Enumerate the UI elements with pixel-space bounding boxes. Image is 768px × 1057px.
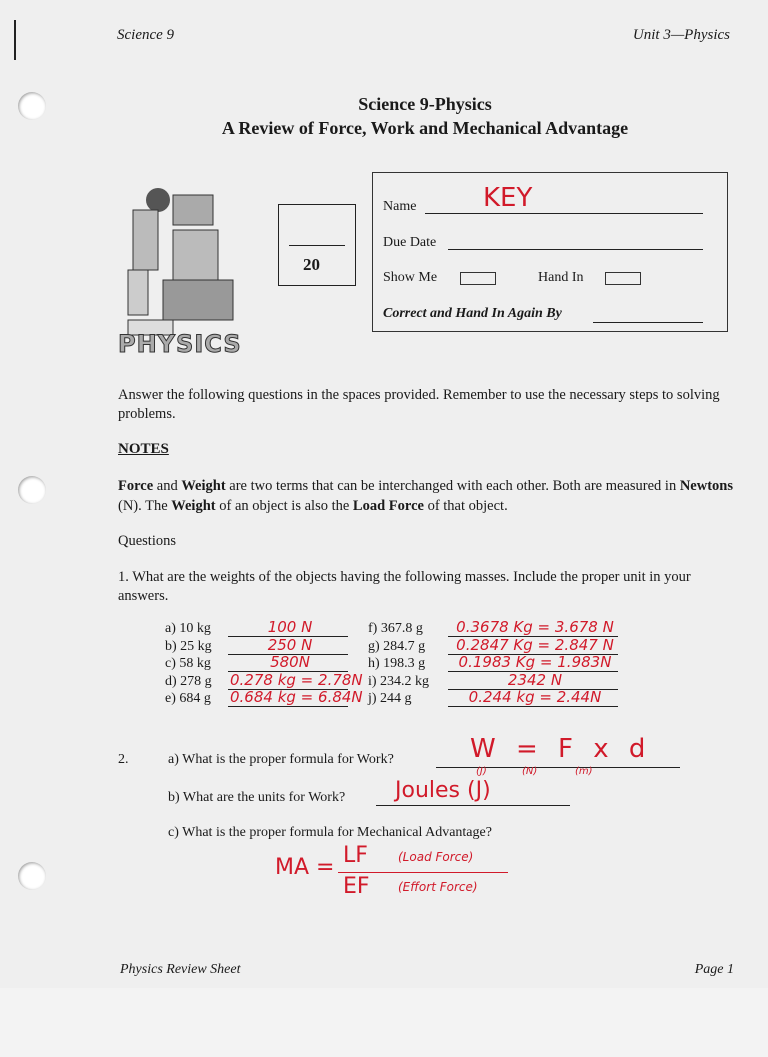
- q1-item-answer: 2342 N: [507, 670, 563, 689]
- name-value: KEY: [483, 183, 533, 213]
- q2a-unit-j: (J): [476, 766, 487, 777]
- punch-hole: [18, 476, 46, 504]
- q1-item-answer: 0.2847 Kg = 2.847 N: [456, 635, 614, 654]
- due-date-label: Due Date: [383, 235, 437, 250]
- q2a-unit-m: (m): [575, 766, 593, 777]
- scan-edge-mark: [14, 20, 16, 60]
- show-me-checkbox[interactable]: [460, 272, 496, 285]
- n8: of an object is also the: [215, 498, 353, 514]
- q2c-ma: MA =: [275, 855, 335, 880]
- q2a-answer-line[interactable]: [436, 767, 680, 768]
- q1-item-label: e) 684 g: [165, 691, 211, 706]
- score-box: [278, 204, 356, 286]
- correct-label: Correct and Hand In Again By: [383, 306, 562, 321]
- header-left: Science 9: [117, 27, 175, 43]
- notes-text: [118, 476, 736, 516]
- q1-item-answer: 580N: [270, 653, 310, 671]
- footer-right: Page 1: [694, 962, 734, 977]
- n10: of that object.: [423, 498, 508, 514]
- q2c-numerator: LF: [343, 843, 368, 868]
- q1-item-answer: 0.244 kg = 2.44N: [468, 688, 602, 706]
- question-2b: b) What are the units for Work?: [168, 790, 346, 805]
- q1-item-answer: 100 N: [267, 618, 313, 636]
- title-line2: A Review of Force, Work and Mechanical Advantage: [221, 118, 629, 138]
- q1-item-label: a) 10 kg: [165, 621, 211, 636]
- q1-item-label: b) 25 kg: [165, 638, 212, 654]
- question-1-text: 1. What are the weights of the objects having the following masses. Include the proper unit in your answers.: [118, 569, 691, 604]
- punch-hole: [18, 862, 46, 890]
- hand-in-checkbox[interactable]: [605, 272, 641, 285]
- q1-answer-line[interactable]: [228, 706, 348, 707]
- q1-item-label: j) 244 g: [368, 691, 412, 706]
- header-right: Unit 3—Physics: [632, 27, 730, 43]
- name-field[interactable]: [425, 213, 703, 214]
- questions-heading: Questions: [118, 533, 176, 549]
- n2: and: [153, 478, 182, 494]
- q2c-fraction-bar: [338, 872, 508, 873]
- n6: (N). The: [118, 498, 172, 514]
- n1: Force: [118, 478, 154, 494]
- q2b-answer-line[interactable]: [376, 805, 570, 806]
- name-label: Name: [383, 199, 417, 214]
- physics-logo-text: PHYSICS: [118, 330, 242, 358]
- n5: Newtons: [679, 478, 733, 494]
- q1-item-answer: 0.278 kg = 2.78N: [230, 670, 363, 689]
- correct-by-field[interactable]: [593, 322, 703, 323]
- student-info-box: [372, 172, 728, 332]
- q2c-numerator-note: (Load Force): [398, 850, 474, 864]
- q1-item-answer: 0.684 kg = 6.84N: [230, 688, 363, 706]
- physics-robot-illustration: [118, 170, 253, 360]
- notes-heading: NOTES: [118, 441, 169, 457]
- q1-item-label: f) 367.8 g: [368, 621, 423, 636]
- question-2-number: 2.: [118, 752, 129, 767]
- q2b-answer: Joules (J): [395, 778, 491, 803]
- n9: Load Force: [352, 498, 424, 514]
- q2a-unit-n: (N): [522, 766, 538, 777]
- q1-item-label: i) 234.2 kg: [368, 673, 430, 689]
- q1-item-label: h) 198.3 g: [368, 656, 426, 671]
- instructions: Answer the following questions in the spaces provided. Remember to use the necessary steps to solving problems.: [118, 387, 720, 422]
- score-out-of: 20: [303, 255, 320, 274]
- due-date-field[interactable]: [448, 249, 703, 250]
- footer-left: Physics Review Sheet: [120, 962, 241, 977]
- hand-in-label: Hand In: [538, 270, 584, 285]
- q1-item-label: g) 284.7 g: [368, 638, 426, 654]
- q2a-answer: W = F x d: [470, 734, 652, 764]
- question-2c: c) What is the proper formula for Mechanical Advantage?: [168, 825, 492, 840]
- title-line1: Science 9-Physics: [358, 94, 492, 114]
- q1-item-answer: 0.1983 Kg = 1.983N: [458, 653, 612, 671]
- q1-item-label: c) 58 kg: [165, 656, 211, 671]
- q2c-denominator-note: (Effort Force): [398, 880, 478, 894]
- show-me-label: Show Me: [383, 270, 438, 285]
- question-2a: a) What is the proper formula for Work?: [168, 752, 394, 767]
- q1-item-label: d) 278 g: [165, 673, 212, 689]
- n7: Weight: [171, 498, 216, 514]
- n3: Weight: [181, 478, 226, 494]
- n4: are two terms that can be interchanged with each other. Both are measured in: [225, 478, 680, 494]
- q1-item-answer: 0.3678 Kg = 3.678 N: [456, 618, 614, 636]
- q1-item-answer: 250 N: [267, 635, 313, 654]
- q1-answer-line[interactable]: [448, 706, 618, 707]
- q2c-denominator: EF: [343, 874, 370, 899]
